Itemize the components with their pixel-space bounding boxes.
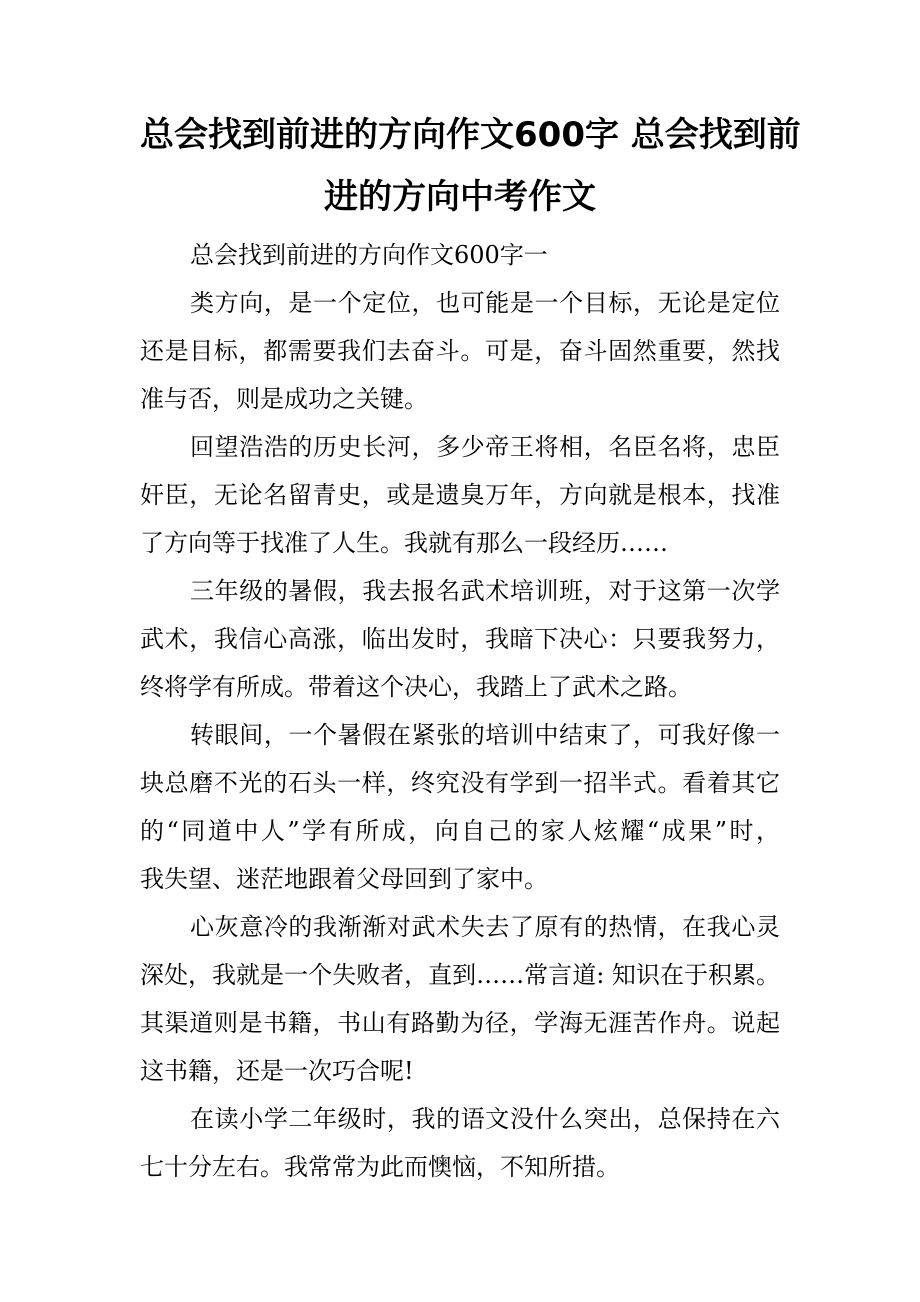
document-title-line-2: 进的方向中考作文 — [324, 177, 596, 217]
body-line: 三年级的暑假，我去报名武术培训班，对于这第一次学 — [190, 577, 780, 605]
body-line: 还是目标，都需要我们去奋斗。可是，奋斗固然重要，然找 — [140, 337, 780, 365]
body-line: 回望浩浩的历史长河，多少帝王将相，名臣名将，忠臣 — [190, 433, 780, 461]
body-line: 的“同道中人”学有所成，向自己的家人炫耀“成果”时， — [140, 817, 780, 845]
body-line: 在读小学二年级时，我的语文没什么突出，总保持在六 — [190, 1105, 780, 1133]
body-line: 块总磨不光的石头一样，终究没有学到一招半式。看着其它 — [140, 769, 780, 797]
body-line: 心灰意冷的我渐渐对武术失去了原有的热情，在我心灵 — [190, 913, 780, 941]
body-line: 武术，我信心高涨，临出发时，我暗下决心：只要我努力， — [140, 625, 780, 653]
body-line: 这书籍，还是一次巧合呢! — [140, 1057, 414, 1085]
body-line: 深处，我就是一个失败者，直到……常言道: 知识在于积累。 — [140, 961, 780, 989]
body-line: 我失望、迷茫地跟着父母回到了家中。 — [140, 865, 548, 893]
body-line: 七十分左右。我常常为此而懊恼，不知所措。 — [140, 1153, 620, 1181]
body-line: 了方向等于找准了人生。我就有那么一段经历…… — [140, 529, 668, 557]
body-line: 终将学有所成。带着这个决心，我踏上了武术之路。 — [140, 673, 692, 701]
body-line: 准与否，则是成功之关键。 — [140, 385, 428, 413]
document-title-line-1: 总会找到前进的方向作文600字 总会找到前 — [140, 115, 801, 155]
subtitle-line: 总会找到前进的方向作文600字一 — [190, 241, 548, 269]
body-line: 转眼间，一个暑假在紧张的培训中结束了，可我好像一 — [190, 721, 780, 749]
body-line: 类方向，是一个定位，也可能是一个目标，无论是定位 — [190, 289, 780, 317]
body-line: 其渠道则是书籍，书山有路勤为径，学海无涯苦作舟。说起 — [140, 1009, 780, 1037]
body-line: 奸臣，无论名留青史，或是遗臭万年，方向就是根本，找准 — [140, 481, 780, 509]
